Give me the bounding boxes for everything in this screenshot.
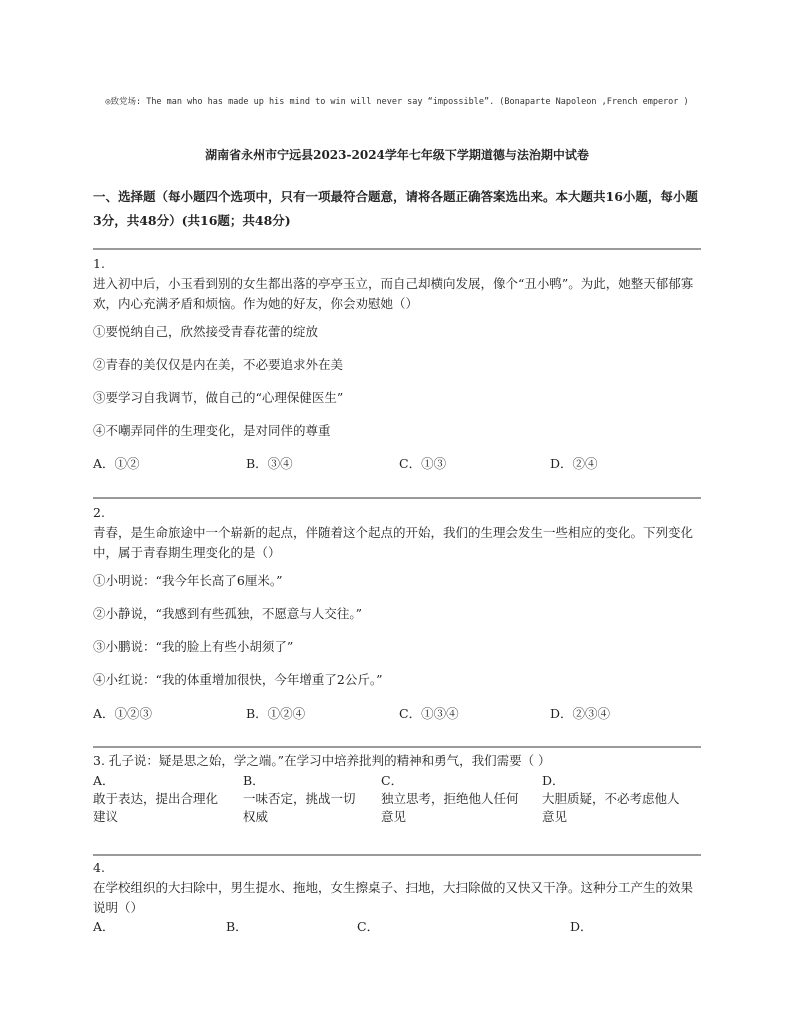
question-stem: 在学校组织的大扫除中，男生提水、拖地，女生擦桌子、扫地，大扫除做的又快又干净。这种分工产生的效果说明（） xyxy=(93,880,694,915)
question-stem: 青春，是生命旅途中一个崭新的起点，伴随着这个起点的开始，我们的生理会发生一些相应的变化。下列变化中，属于青春期生理变化的是（） xyxy=(93,525,694,560)
statement: ①小明说：“我今年长高了6厘米。” xyxy=(93,573,283,588)
divider xyxy=(93,746,701,748)
option-text: 一味否定，挑战一切 xyxy=(243,791,356,806)
section-heading: 一、选择题（每小题四个选项中，只有一项最符合题意，请将各题正确答案选出来。本大题共16小题，每小题3分，共48分）(共16题；共48分) xyxy=(93,189,698,228)
question-number: 2. xyxy=(93,505,105,520)
option-text: 意见 xyxy=(381,809,407,824)
option-d[interactable] xyxy=(542,772,704,826)
option-text: 独立思考，拒绝他人任何 xyxy=(381,791,519,806)
option-d[interactable]: D．②④ xyxy=(550,456,598,471)
question-stem: 进入初中后，小玉看到别的女生都出落的亭亭玉立，而自己却横向发展，像个“丑小鸭”。为此，她整天郁郁寡欢，内心充满矛盾和烦恼。作为她的好友，你会劝慰她（） xyxy=(93,276,694,311)
option-c[interactable] xyxy=(381,772,541,826)
question-3 xyxy=(93,751,705,771)
divider xyxy=(93,854,701,856)
option-c[interactable]: C．①③ xyxy=(399,456,447,471)
option-c[interactable]: C． xyxy=(357,919,380,934)
option-text: 大胆质疑，不必考虑他人 xyxy=(542,791,680,806)
statement: ②青春的美仅仅是内在美，不必要追求外在美 xyxy=(93,357,344,372)
question-2 xyxy=(93,503,705,563)
question-stem: 孔子说：疑是思之始，学之端。”在学习中培养批判的精神和勇气，我们需要（ ） xyxy=(108,753,551,768)
question-4 xyxy=(93,858,705,918)
option-a[interactable]: A．①②③ xyxy=(93,706,153,721)
question-1 xyxy=(93,254,705,314)
option-label: C． xyxy=(381,773,404,788)
divider xyxy=(93,497,701,499)
option-a[interactable]: A． xyxy=(93,919,115,934)
option-label: D． xyxy=(542,773,565,788)
question-number: 3. xyxy=(93,753,105,768)
option-a[interactable] xyxy=(93,772,243,826)
option-b[interactable]: B．③④ xyxy=(246,456,293,471)
statement: ③小鹏说：“我的脸上有些小胡须了” xyxy=(93,639,294,654)
option-b[interactable] xyxy=(243,772,378,826)
statement: ④小红说：“我的体重增加很快，今年增重了2公斤。” xyxy=(93,672,383,687)
page-title: 湖南省永州市宁远县2023-2024学年七年级下学期道德与法治期中试卷 xyxy=(205,148,589,162)
statement: ④不嘲弄同伴的生理变化，是对同伴的尊重 xyxy=(93,423,331,438)
option-text: 敢于表达，提出合理化 xyxy=(93,791,219,806)
option-label: A． xyxy=(93,773,115,788)
option-label: B． xyxy=(243,773,265,788)
option-text: 建议 xyxy=(93,809,119,824)
statement: ①要悦纳自己，欣然接受青春花蕾的绽放 xyxy=(93,324,319,339)
option-d[interactable]: D． xyxy=(570,919,593,934)
option-a[interactable]: A．①② xyxy=(93,456,140,471)
option-c[interactable]: C．①③④ xyxy=(399,706,459,721)
statement: ③要学习自我调节，做自己的“心理保健医生” xyxy=(93,390,344,405)
option-b[interactable]: B． xyxy=(226,919,248,934)
option-text: 权威 xyxy=(243,809,269,824)
option-b[interactable]: B．①②④ xyxy=(246,706,306,721)
question-number: 1. xyxy=(93,256,105,271)
statement: ②小静说，“我感到有些孤独，不愿意与人交往。” xyxy=(93,606,363,621)
option-d[interactable]: D．②③④ xyxy=(550,706,611,721)
question-number: 4. xyxy=(93,860,105,875)
divider xyxy=(93,248,701,250)
option-text: 意见 xyxy=(542,809,568,824)
motto: ◎致党场: The man who has made up his mind to win will never say “impossible”. (Bonaparte Napoleon ,French emperor ) xyxy=(105,97,689,107)
